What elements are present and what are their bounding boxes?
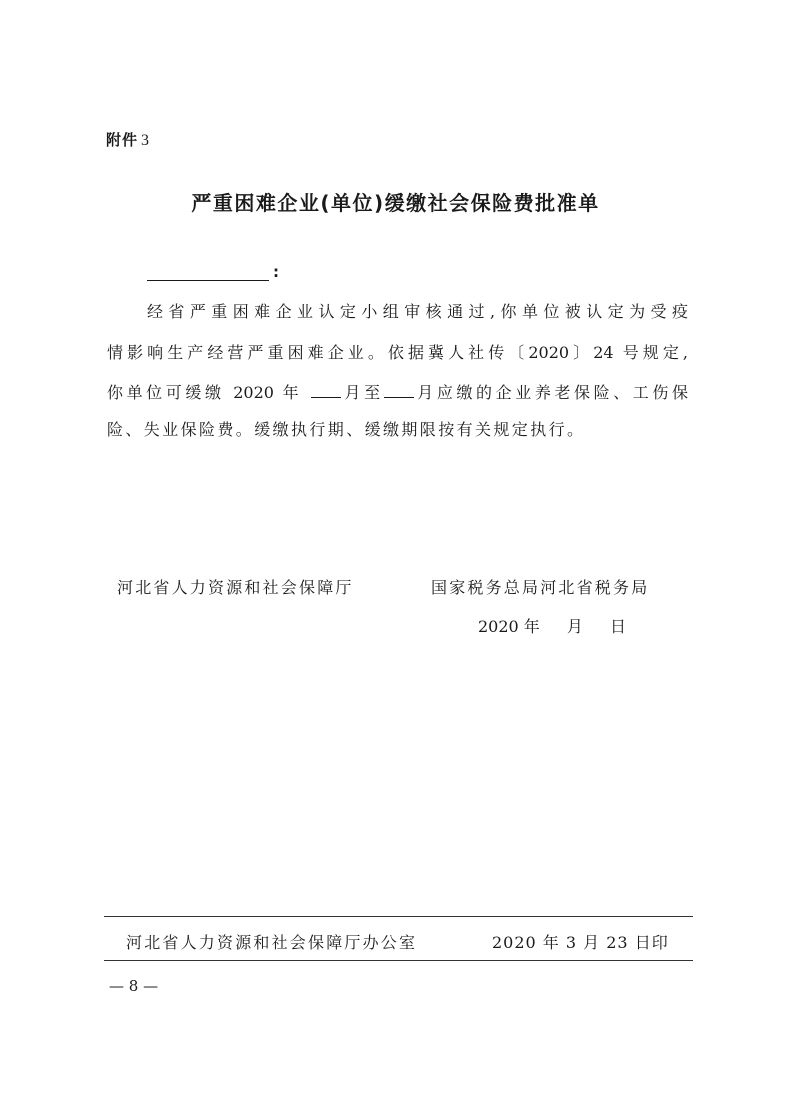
signature-date-year: 2020 年 [478,617,540,636]
body-line-2: 情影响生产经营严重困难企业。依据冀人社传〔2020〕24 号规定, [107,343,688,362]
footer-office: 河北省人力资源和社会保障厅办公室 [126,933,418,952]
body-line-3 [107,381,688,403]
footer-bottom-rule [104,960,693,961]
start-month-blank [311,381,341,398]
footer-print-date: 2020 年 3 月 23 日印 [492,933,669,952]
body-line-3-part-1: 你单位可缓缴 2020 年 [107,383,303,402]
signature-date-month: 月 [566,617,583,636]
addressee-colon: : [273,263,279,281]
addressee-line [147,262,279,281]
addressee-blank [147,262,269,281]
page-number: — 8 — [109,977,159,995]
end-month-blank [384,381,414,398]
attachment-number: 3 [141,132,151,149]
issuer-tax-bureau: 国家税务总局河北省税务局 [431,578,650,597]
footer-top-rule [104,916,693,917]
attachment-label-text: 附件 [106,131,139,149]
body-line-3-part-2: 月至 [340,383,384,402]
document-title: 严重困难企业(单位)缓缴社会保险费批准单 [191,191,600,215]
issuer-hr-department: 河北省人力资源和社会保障厅 [117,578,354,597]
signature-date [478,614,626,637]
attachment-label [106,129,150,150]
body-line-4: 险、失业保险费。缓缴执行期、缓缴期限按有关规定执行。 [107,420,586,439]
body-line-3-part-3: 月应缴的企业养老保险、工伤保 [413,383,688,402]
body-line-1: 经省严重困难企业认定小组审核通过,你单位被认定为受疫 [147,302,688,321]
signature-date-day: 日 [610,617,627,636]
